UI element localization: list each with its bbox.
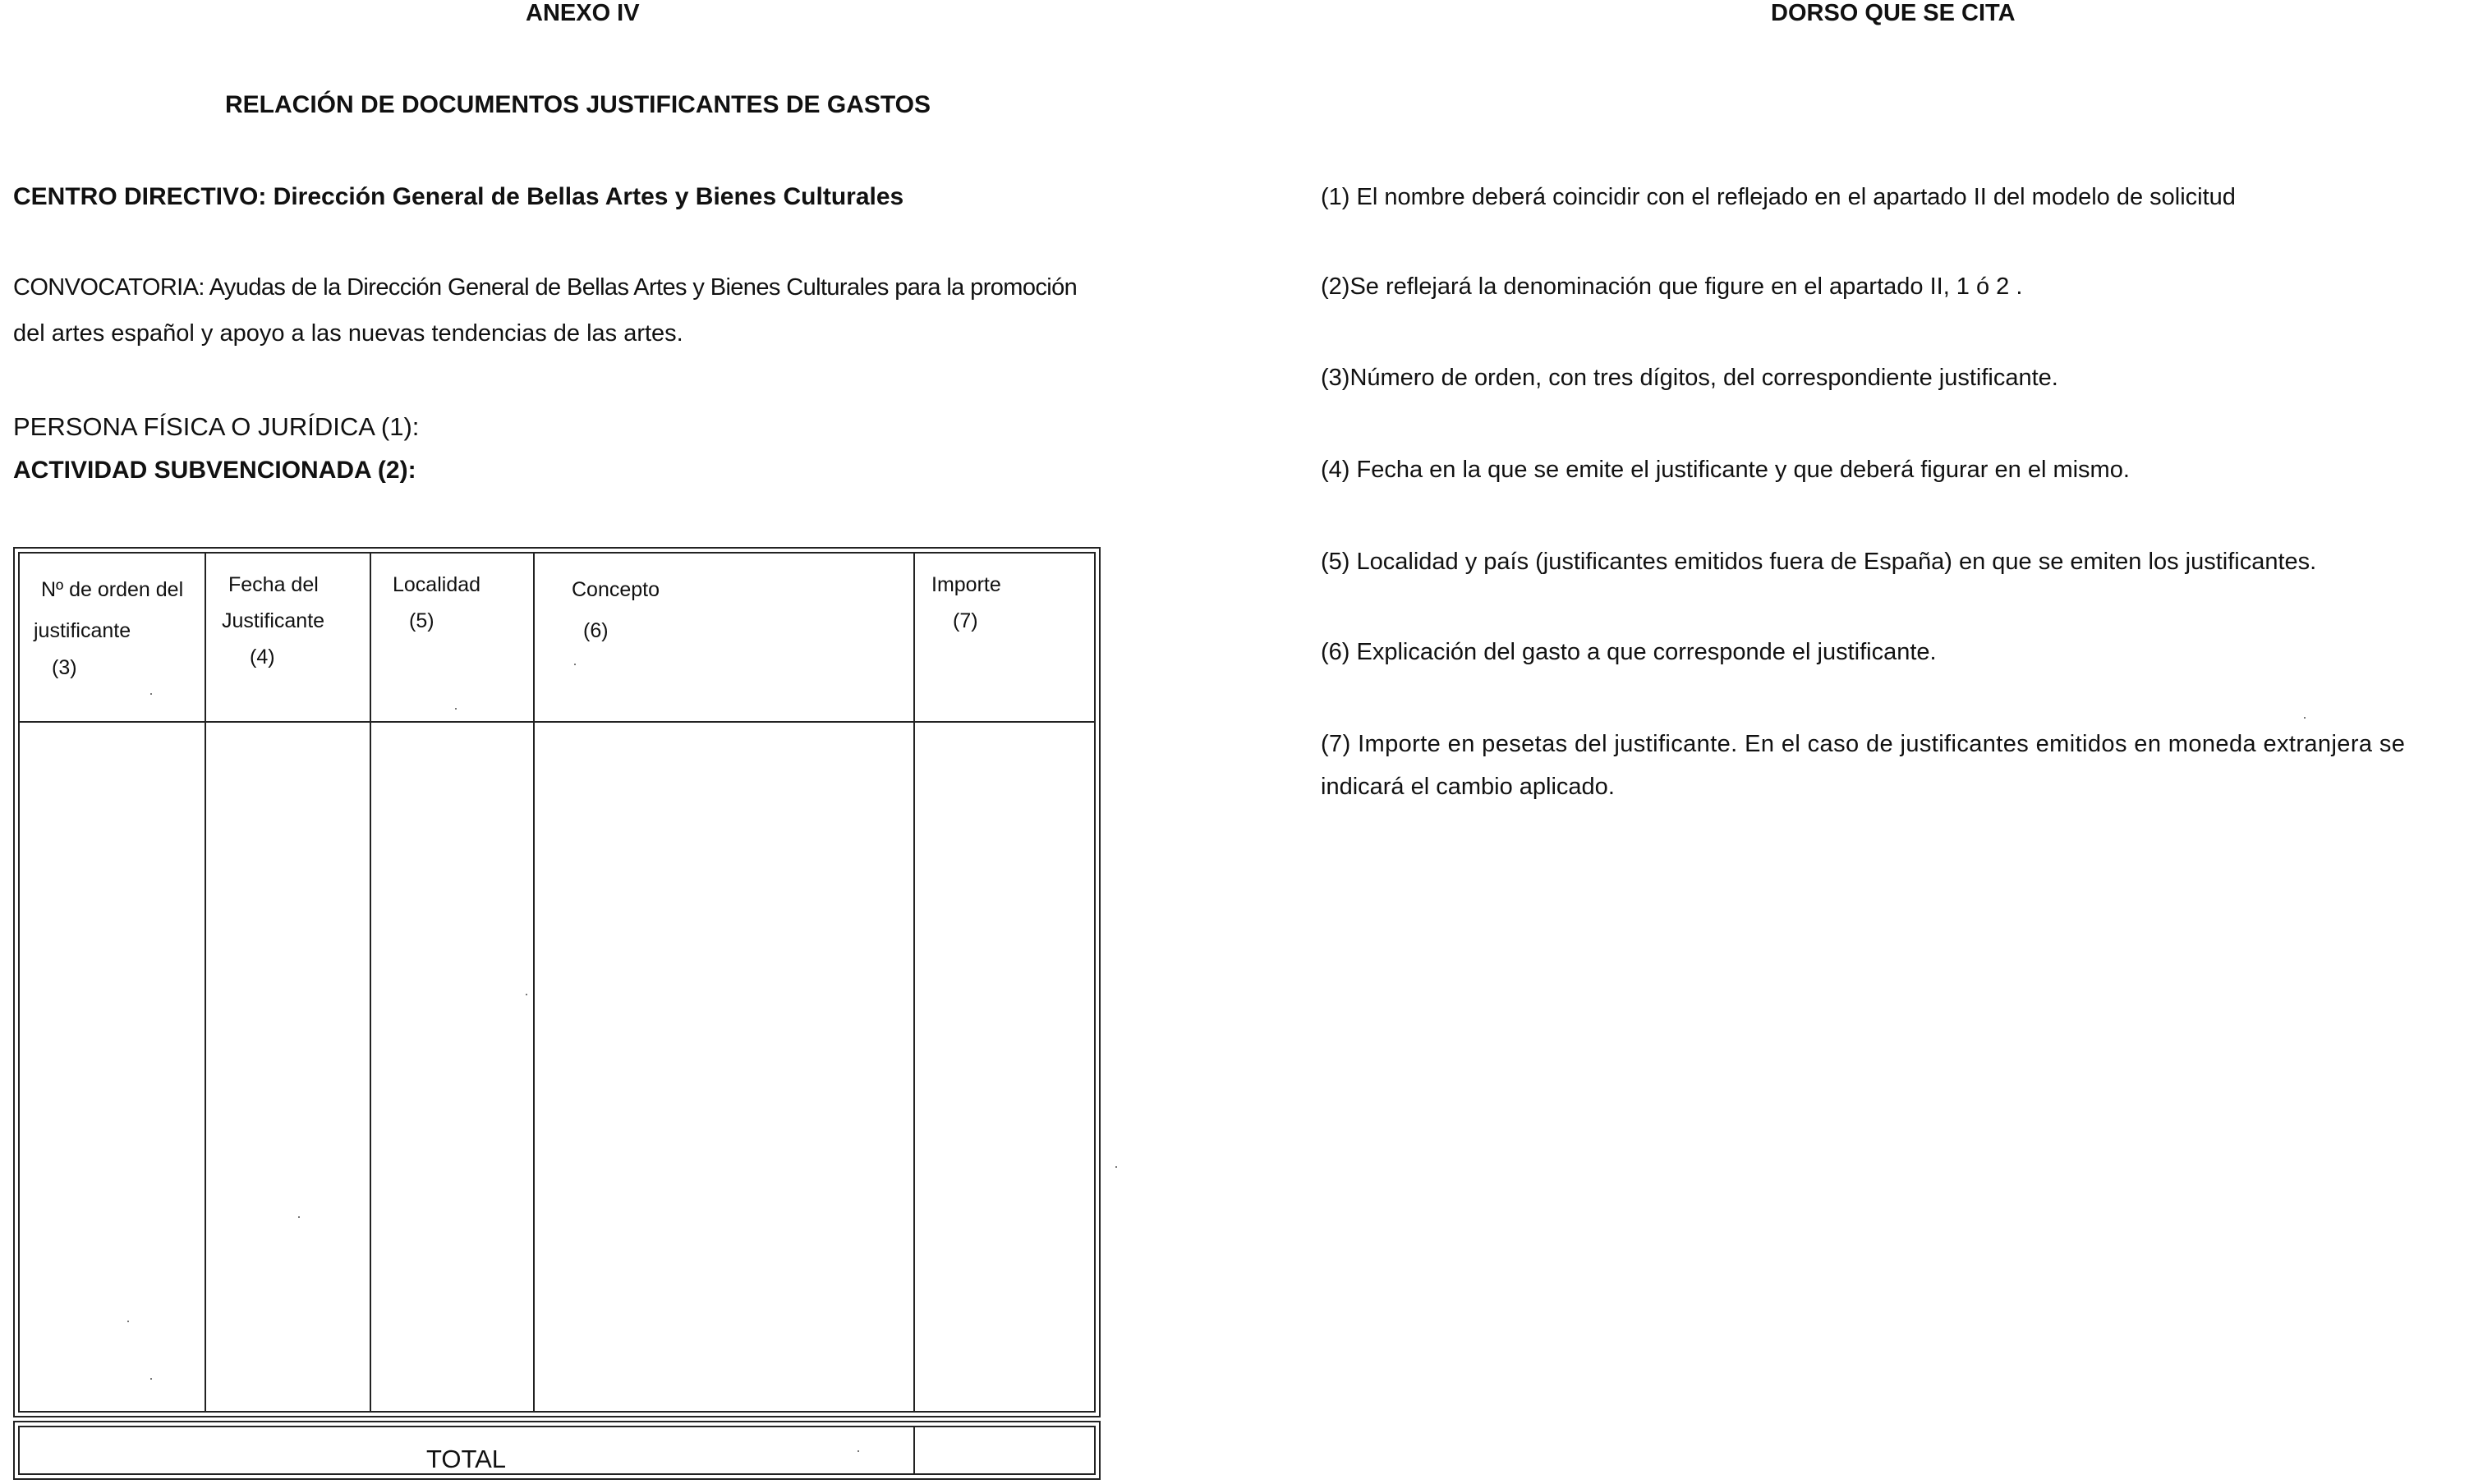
scan-speck bbox=[127, 1321, 129, 1322]
dorso-title: DORSO QUE SE CITA bbox=[1771, 0, 2016, 26]
footnote-6: (6) Explicación del gasto a que corresponde el justificante. bbox=[1321, 639, 1937, 665]
scan-speck bbox=[2304, 717, 2306, 719]
convocatoria-line-1: CONVOCATORIA: Ayudas de la Dirección General de Bellas Artes y Bienes Culturales para la promoción bbox=[13, 274, 1078, 301]
scan-speck bbox=[1115, 1166, 1117, 1168]
footnote-3: (3)Número de orden, con tres dígitos, del correspondiente justificante. bbox=[1321, 365, 2058, 391]
footnote-4: (4) Fecha en la que se emite el justificante y que deberá figurar en el mismo. bbox=[1321, 457, 2130, 483]
scan-speck bbox=[574, 664, 576, 665]
footnote-1: (1) El nombre deberá coincidir con el reflejado en el apartado II del modelo de solicitud bbox=[1321, 184, 2236, 210]
column-divider bbox=[913, 552, 915, 1413]
total-divider bbox=[913, 1426, 915, 1475]
actividad-field-label: ACTIVIDAD SUBVENCIONADA (2): bbox=[13, 457, 416, 484]
column-divider bbox=[205, 552, 206, 1413]
document-title: RELACIÓN DE DOCUMENTOS JUSTIFICANTES DE GASTOS bbox=[225, 91, 931, 118]
table-inner-border bbox=[18, 552, 1096, 1413]
persona-field-label: PERSONA FÍSICA O JURÍDICA (1): bbox=[13, 412, 420, 441]
scan-speck bbox=[455, 708, 457, 710]
column-divider bbox=[370, 552, 371, 1413]
footnote-2: (2)Se reflejará la denominación que figure en el apartado II, 1 ó 2 . bbox=[1321, 273, 2023, 300]
total-label: TOTAL bbox=[426, 1445, 507, 1473]
header-divider bbox=[18, 721, 1096, 723]
footnote-7: (7) Importe en pesetas del justificante. En el caso de justificantes emitidos en moneda extranjera se bbox=[1321, 731, 2406, 757]
scan-speck bbox=[298, 1216, 300, 1218]
column-divider bbox=[533, 552, 535, 1413]
centro-directivo: CENTRO DIRECTIVO: Dirección General de Bellas Artes y Bienes Culturales bbox=[13, 183, 904, 210]
scan-speck bbox=[857, 1450, 859, 1452]
scan-speck bbox=[526, 994, 527, 995]
annex-title: ANEXO IV bbox=[526, 0, 640, 26]
convocatoria-line-2: del artes español y apoyo a las nuevas tendencias de las artes. bbox=[13, 320, 683, 347]
total-inner-border bbox=[18, 1426, 1096, 1475]
scan-speck bbox=[150, 1378, 152, 1380]
scan-speck bbox=[150, 693, 152, 695]
footnote-7-continued: indicará el cambio aplicado. bbox=[1321, 774, 1615, 800]
footnote-5: (5) Localidad y país (justificantes emitidos fuera de España) en que se emiten los justificantes. bbox=[1321, 549, 2317, 575]
